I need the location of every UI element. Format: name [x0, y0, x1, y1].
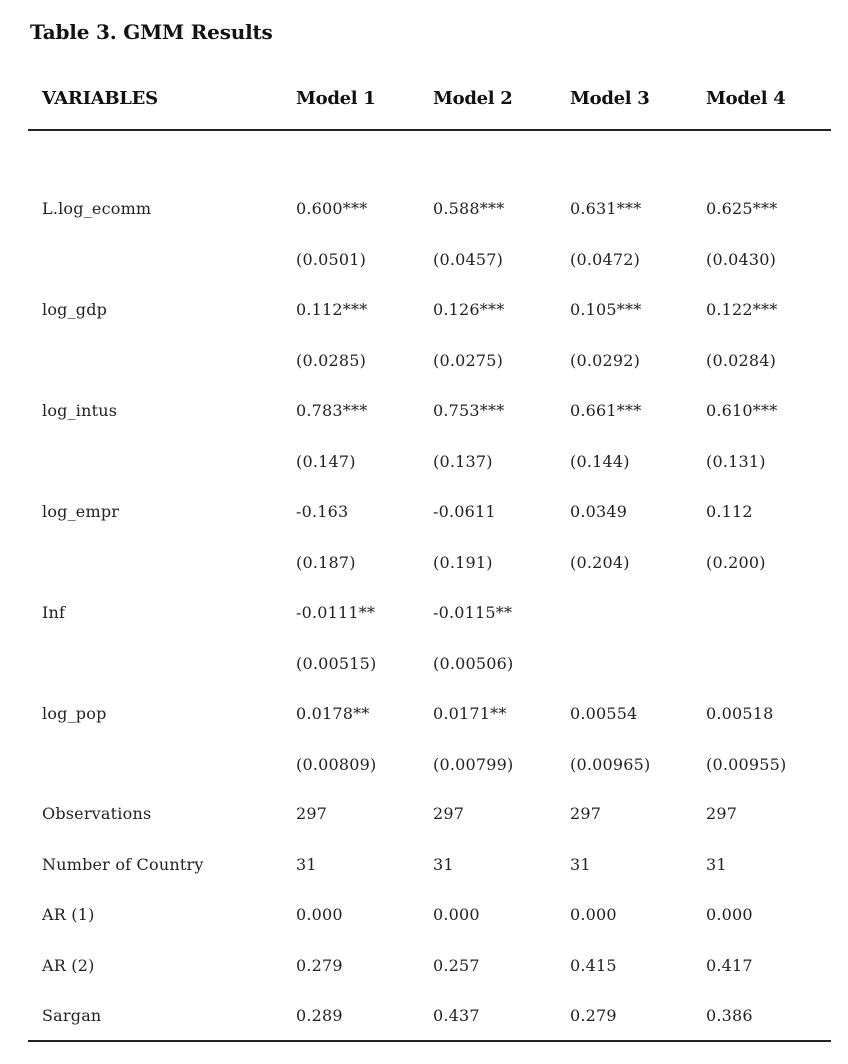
cell-model-4: 0.417 [706, 956, 753, 975]
cell-model-1: 0.000 [296, 905, 343, 924]
table-row [28, 249, 832, 279]
cell-model-1: 0.112*** [296, 300, 368, 319]
cell-model-1: 0.783*** [296, 401, 368, 420]
table-row [28, 501, 832, 531]
table-row [28, 854, 832, 884]
cell-model-3: (0.00965) [570, 755, 651, 774]
cell-model-2: 0.000 [433, 905, 480, 924]
cell-model-4: 0.00518 [706, 704, 774, 723]
cell-model-1: (0.147) [296, 452, 356, 471]
cell-model-4: 0.000 [706, 905, 753, 924]
cell-model-4: (0.00955) [706, 755, 787, 774]
cell-model-2: 0.588*** [433, 199, 505, 218]
table-row [28, 754, 832, 784]
row-label: AR (1) [42, 905, 95, 924]
cell-model-1: 0.279 [296, 956, 343, 975]
table-row [28, 904, 832, 934]
table-row [28, 1005, 832, 1035]
cell-model-2: (0.0275) [433, 351, 504, 370]
cell-model-2: 0.753*** [433, 401, 505, 420]
table-row [28, 451, 832, 481]
table-title: Table 3. GMM Results [30, 20, 273, 44]
cell-model-2: (0.0457) [433, 250, 504, 269]
cell-model-3: 0.000 [570, 905, 617, 924]
table-row [28, 602, 832, 632]
cell-model-2: (0.191) [433, 553, 493, 572]
row-label: Number of Country [42, 855, 204, 874]
header-model-2: Model 2 [433, 88, 513, 109]
cell-model-2: -0.0115** [433, 603, 513, 622]
cell-model-3: 297 [570, 804, 602, 823]
row-label: log_empr [42, 502, 120, 521]
header-model-4: Model 4 [706, 88, 786, 109]
cell-model-3: (0.144) [570, 452, 630, 471]
cell-model-4: (0.131) [706, 452, 766, 471]
cell-model-4: (0.0430) [706, 250, 777, 269]
cell-model-4: 0.610*** [706, 401, 778, 420]
table-row [28, 955, 832, 985]
cell-model-1: (0.0501) [296, 250, 367, 269]
cell-model-1: 0.600*** [296, 199, 368, 218]
cell-model-1: 0.0178** [296, 704, 370, 723]
cell-model-1: 31 [296, 855, 317, 874]
cell-model-2: -0.0611 [433, 502, 496, 521]
cell-model-2: (0.137) [433, 452, 493, 471]
header-model-3: Model 3 [570, 88, 650, 109]
row-label: Inf [42, 603, 66, 622]
header-model-1: Model 1 [296, 88, 376, 109]
table-row [28, 552, 832, 582]
cell-model-4: 0.386 [706, 1006, 753, 1025]
table-row [28, 299, 832, 329]
cell-model-3: 31 [570, 855, 591, 874]
cell-model-4: 0.122*** [706, 300, 778, 319]
cell-model-1: (0.00809) [296, 755, 377, 774]
row-label: Observations [42, 804, 152, 823]
cell-model-3: (0.0292) [570, 351, 641, 370]
table-row [28, 400, 832, 430]
cell-model-2: (0.00799) [433, 755, 514, 774]
cell-model-3: (0.204) [570, 553, 630, 572]
cell-model-1: (0.187) [296, 553, 356, 572]
cell-model-2: 0.0171** [433, 704, 507, 723]
cell-model-3: 0.279 [570, 1006, 617, 1025]
table-row [28, 350, 832, 380]
table-row [28, 703, 832, 733]
row-label: log_pop [42, 704, 107, 723]
row-label: L.log_ecomm [42, 199, 152, 218]
cell-model-1: (0.00515) [296, 654, 377, 673]
table-body [28, 0, 832, 1064]
cell-model-2: 297 [433, 804, 465, 823]
cell-model-4: 0.112 [706, 502, 753, 521]
row-label: AR (2) [42, 956, 95, 975]
cell-model-2: 31 [433, 855, 454, 874]
bottom-rule [28, 1040, 831, 1042]
cell-model-2: 0.437 [433, 1006, 480, 1025]
cell-model-1: -0.163 [296, 502, 349, 521]
cell-model-1: 0.289 [296, 1006, 343, 1025]
cell-model-1: (0.0285) [296, 351, 367, 370]
cell-model-2: (0.00506) [433, 654, 514, 673]
cell-model-3: 0.631*** [570, 199, 642, 218]
row-label: log_intus [42, 401, 118, 420]
cell-model-4: 31 [706, 855, 727, 874]
cell-model-4: 0.625*** [706, 199, 778, 218]
cell-model-2: 0.126*** [433, 300, 505, 319]
table-row [28, 653, 832, 683]
cell-model-3: 0.0349 [570, 502, 628, 521]
cell-model-3: 0.105*** [570, 300, 642, 319]
cell-model-1: 297 [296, 804, 328, 823]
table-row [28, 198, 832, 228]
cell-model-3: 0.00554 [570, 704, 638, 723]
row-label: Sargan [42, 1006, 102, 1025]
row-label: log_gdp [42, 300, 108, 319]
cell-model-4: 297 [706, 804, 738, 823]
header-variables: VARIABLES [42, 88, 158, 109]
cell-model-3: 0.661*** [570, 401, 642, 420]
cell-model-2: 0.257 [433, 956, 480, 975]
cell-model-3: (0.0472) [570, 250, 641, 269]
cell-model-3: 0.415 [570, 956, 617, 975]
table-row [28, 803, 832, 833]
cell-model-4: (0.0284) [706, 351, 777, 370]
cell-model-4: (0.200) [706, 553, 766, 572]
cell-model-1: -0.0111** [296, 603, 376, 622]
